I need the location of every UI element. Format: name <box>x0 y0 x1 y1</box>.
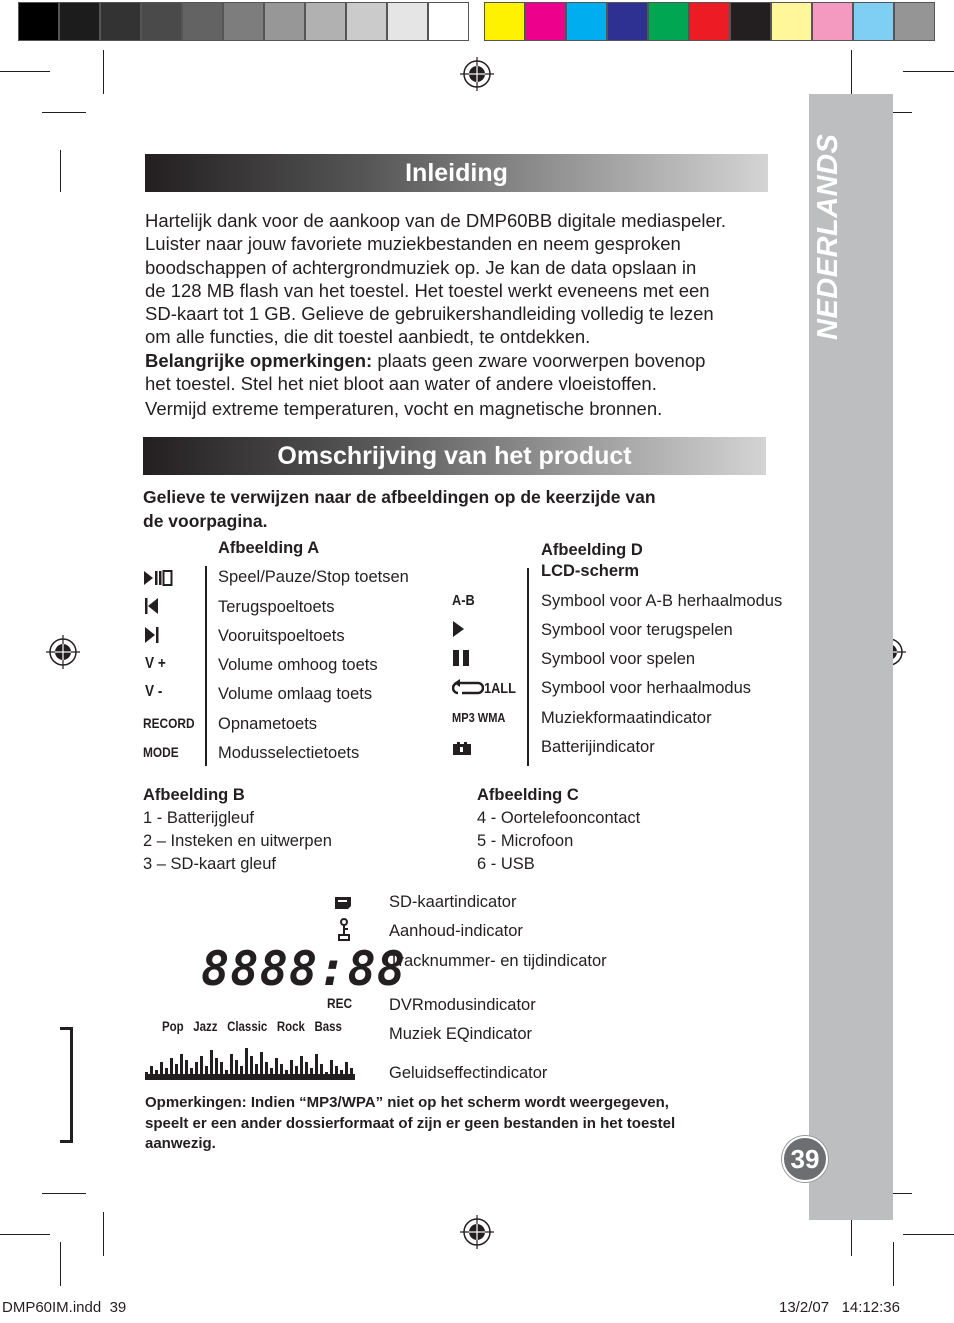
fig-b-item: 1 - Batterijgleuf <box>143 809 254 827</box>
eq-mode: Bass <box>314 1019 342 1034</box>
slug-filename: DMP60IM.indd <box>2 1299 102 1316</box>
fig-d-label: Symbool voor A-B herhaalmodus <box>541 592 783 610</box>
text-line: Hartelijk dank voor de aankoop van de DMP60BB digitale mediaspeler. <box>145 210 727 231</box>
fig-a-label: Vooruitspoeltoets <box>218 627 345 645</box>
key-lock-icon <box>337 918 351 942</box>
slug-page: 39 <box>109 1299 127 1316</box>
fig-c-item: 4 - Oortelefooncontact <box>477 809 641 827</box>
slug-date: 13/2/07 <box>779 1299 830 1316</box>
fig-a-label: Terugspoeltoets <box>218 598 335 616</box>
battery-icon <box>452 741 474 757</box>
pause-icon <box>452 649 472 667</box>
fig-d-label: Muziekformaatindicator <box>541 709 712 727</box>
fig-a-divider <box>205 566 207 766</box>
color-swatch <box>607 2 648 41</box>
gray-swatch <box>428 2 469 41</box>
gray-swatch <box>182 2 223 41</box>
fig-b-item: 2 – Insteken en uitwerpen <box>143 832 332 850</box>
fig-a-label: Volume omhoog toets <box>218 656 378 674</box>
eq-mode: Pop <box>162 1019 184 1034</box>
color-swatch <box>566 2 607 41</box>
fig-d-subtitle: LCD-scherm <box>541 562 640 580</box>
section-header-inleiding: Inleiding <box>145 154 768 192</box>
fig-d-label: Symbool voor spelen <box>541 650 696 668</box>
color-swatch <box>771 2 812 41</box>
text-line: de voorpagina. <box>143 511 268 531</box>
color-swatch <box>525 2 566 41</box>
lcd-label: Muziek EQindicator <box>389 1025 533 1043</box>
fig-a-title: Afbeelding A <box>218 539 320 557</box>
fig-a-label: Volume omlaag toets <box>218 685 373 703</box>
play-pause-stop-icon <box>143 569 173 587</box>
slug-time: 14:12:36 <box>841 1299 900 1316</box>
fig-a-label: Speel/Pauze/Stop toetsen <box>218 568 409 586</box>
text-line: Gelieve te verwijzen naar de afbeeldingen op de keerzijde van <box>143 487 656 507</box>
lcd-digits: 8888:88 <box>201 942 407 997</box>
text-line: Luister naar jouw favoriete muziekbestanden en neem gesproken <box>145 233 681 255</box>
intro-paragraph <box>145 209 785 421</box>
note-line <box>145 349 785 372</box>
color-swatch <box>484 2 525 41</box>
registration-mark-icon <box>460 1215 494 1249</box>
fig-d-title: Afbeelding D <box>541 541 643 559</box>
gray-swatch <box>59 2 100 41</box>
slug-file <box>2 1299 126 1316</box>
fig-c-item: 5 - Microfoon <box>477 832 574 850</box>
gray-swatch <box>18 2 59 41</box>
color-swatch <box>689 2 730 41</box>
text-line: SD-kaart tot 1 GB. Gelieve de gebruikershandleiding volledig te lezen <box>145 303 714 325</box>
text-line: speelt er een ander dossierformaat of zijn er geen bestanden in het toestel <box>145 1114 676 1132</box>
color-swatch <box>730 2 771 41</box>
fig-d-label: Symbool voor terugspelen <box>541 621 733 639</box>
gray-swatch <box>387 2 428 41</box>
repeat-icon <box>452 679 484 697</box>
lcd-label: SD-kaartindicator <box>389 893 517 911</box>
lcd-label: DVRmodusindicator <box>389 996 536 1014</box>
color-swatch <box>648 2 689 41</box>
mode-symbol: MODE <box>143 744 179 760</box>
gray-swatch <box>264 2 305 41</box>
color-swatch <box>894 2 935 41</box>
registration-mark-icon <box>460 57 494 91</box>
spectrum-analyzer-icon <box>145 1046 355 1080</box>
repeat-all-symbol: 1ALL <box>484 680 516 697</box>
text-line: boodschappen of achtergrondmuziek op. Je kan de data opslaan in <box>145 256 697 278</box>
fig-a-label: Opnametoets <box>218 715 318 733</box>
next-track-icon <box>143 626 161 644</box>
gray-swatch <box>305 2 346 41</box>
eq-modes <box>162 1019 342 1034</box>
note-bold: Belangrijke opmerkingen: <box>145 349 373 371</box>
lcd-label: Tracknummer- en tijdindicator <box>389 952 607 970</box>
lcd-label: Geluidseffectindicator <box>389 1064 548 1082</box>
section-header-omschrijving: Omschrijving van het product <box>143 437 766 475</box>
play-triangle-icon <box>452 620 466 638</box>
eq-mode: Jazz <box>193 1019 218 1034</box>
fig-d-label: Symbool voor herhaalmodus <box>541 679 752 697</box>
fig-b-title: Afbeelding B <box>143 786 245 804</box>
fig-c-item: 6 - USB <box>477 855 535 873</box>
volume-down-symbol: V - <box>145 683 163 700</box>
color-swatch <box>853 2 894 41</box>
page-number: 39 <box>782 1136 828 1182</box>
sd-card-icon <box>334 896 352 910</box>
text-line: het toestel. Stel het niet bloot aan water of andere vloeistoffen. <box>145 373 657 395</box>
eq-mode: Classic <box>227 1019 268 1034</box>
text-line: Vermijd extreme temperaturen, vocht en magnetische bronnen. <box>145 398 663 420</box>
footnote <box>145 1093 785 1155</box>
fig-c-title: Afbeelding C <box>477 786 579 804</box>
volume-up-symbol: V + <box>145 655 166 672</box>
previous-track-icon <box>143 597 161 615</box>
record-symbol: RECORD <box>143 715 195 731</box>
registration-mark-icon <box>46 635 80 669</box>
text-line: aanwezig. <box>145 1135 216 1152</box>
language-label: NEDERLANDS <box>812 133 844 340</box>
color-swatch <box>812 2 853 41</box>
text-line: de 128 MB flash van het toestel. Het toestel werkt eveneens met een <box>145 279 710 301</box>
fig-d-divider <box>527 568 529 766</box>
note-rest: plaats geen zware voorwerpen bovenop <box>372 349 706 371</box>
text-line: Opmerkingen: Indien “MP3/WPA” niet op het scherm wordt weergegeven, <box>145 1094 669 1111</box>
gray-swatch <box>141 2 182 41</box>
format-symbol: MP3 WMA <box>452 710 506 725</box>
lcd-label: Aanhoud-indicator <box>389 922 523 940</box>
rec-indicator: REC <box>327 995 353 1011</box>
ab-repeat-symbol: A-B <box>452 592 475 609</box>
section-lead <box>143 485 783 533</box>
gray-swatch <box>223 2 264 41</box>
slug-timestamp <box>779 1299 900 1316</box>
spectrum-base <box>145 1074 355 1080</box>
text-line: om alle functies, die dit toestel aanbiedt, te ontdekken. <box>145 326 591 348</box>
fig-d-label: Batterijindicator <box>541 738 655 756</box>
fig-b-item: 3 – SD-kaart gleuf <box>143 855 276 873</box>
gray-swatch <box>346 2 387 41</box>
gray-swatch <box>100 2 141 41</box>
eq-mode: Rock <box>276 1019 305 1034</box>
fig-a-label: Modusselectietoets <box>218 744 360 762</box>
